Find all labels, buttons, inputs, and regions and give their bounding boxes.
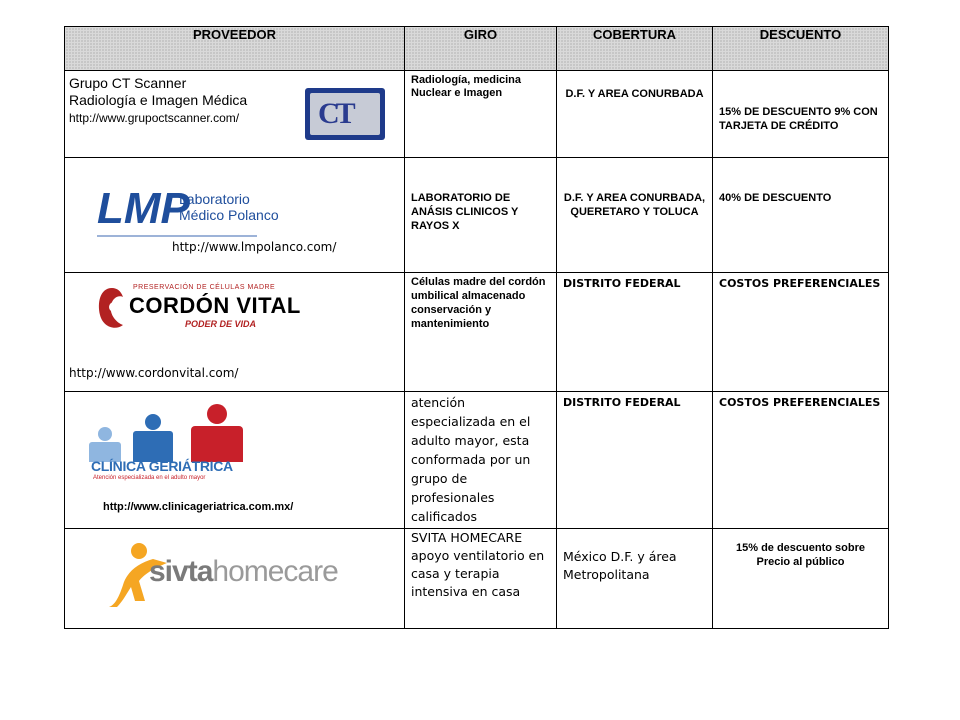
geriatrica-slogan: Atención especializada en el adulto mayor bbox=[93, 475, 206, 481]
descuento-cell: 15% de descuento sobre Precio al público bbox=[713, 529, 889, 629]
providers-table bbox=[64, 26, 889, 629]
table-row bbox=[65, 273, 889, 392]
lmp-logo-underline bbox=[97, 235, 257, 237]
sivta-logo-text: sivtahomecare bbox=[149, 555, 338, 588]
provider-name: Grupo CT Scanner Radiología e Imagen Médica bbox=[69, 75, 248, 108]
giro-cell: Células madre del cordón umbilical almacenado conservación y mantenimiento bbox=[405, 273, 557, 392]
cobertura-cell: D.F. Y AREA CONURBADA, QUERETARO Y TOLUCA bbox=[557, 158, 713, 273]
header-row bbox=[65, 27, 889, 71]
cobertura-cell: DISTRITO FEDERAL bbox=[557, 392, 713, 529]
cobertura-cell: D.F. Y AREA CONURBADA bbox=[557, 71, 713, 158]
cobertura-cell: DISTRITO FEDERAL bbox=[557, 273, 713, 392]
provider-url-link[interactable]: http://www.cordonvital.com/ bbox=[69, 366, 239, 380]
header-cobertura: COBERTURA bbox=[557, 27, 713, 71]
descuento-cell: 40% DE DESCUENTO bbox=[713, 158, 889, 273]
cordon-vital-icon bbox=[95, 285, 129, 333]
table-row bbox=[65, 158, 889, 273]
cordon-vital-slogan: PODER DE VIDA bbox=[185, 319, 257, 329]
giro-cell: SVITA HOMECARE apoyo ventilatorio en casa y terapia intensiva en casa bbox=[405, 529, 557, 629]
cordon-vital-logo-text: CORDÓN VITAL bbox=[129, 293, 301, 318]
provider-cell bbox=[65, 529, 405, 629]
header-descuento: DESCUENTO bbox=[713, 27, 889, 71]
giro-cell: atención especializada en el adulto mayor, esta conformada por un grupo de profesionales calificados bbox=[405, 392, 557, 529]
provider-cell bbox=[65, 273, 405, 392]
lmp-logo-text: Laboratorio Médico Polanco bbox=[179, 191, 279, 223]
table-row bbox=[65, 71, 889, 158]
header-proveedor: PROVEEDOR bbox=[65, 27, 405, 71]
giro-cell: Radiología, medicina Nuclear e Imagen bbox=[405, 71, 557, 158]
provider-url-link[interactable]: http://www.clinicageriatrica.com.mx/ bbox=[103, 501, 294, 513]
provider-cell bbox=[65, 158, 405, 273]
geriatrica-logo-text: CLÍNICA GERIÁTRICA bbox=[91, 458, 233, 474]
table-row bbox=[65, 529, 889, 629]
table-row bbox=[65, 392, 889, 529]
provider-url-link[interactable]: http://www.lmpolanco.com/ bbox=[172, 240, 337, 254]
descuento-cell: COSTOS PREFERENCIALES bbox=[713, 392, 889, 529]
giro-cell: LABORATORIO DE ANÁSIS CLINICOS Y RAYOS X bbox=[405, 158, 557, 273]
cordon-vital-tagline: PRESERVACIÓN DE CÉLULAS MADRE bbox=[133, 284, 276, 291]
lmp-logo-mark bbox=[97, 183, 190, 233]
provider-cell bbox=[65, 71, 405, 158]
header-giro: GIRO bbox=[405, 27, 557, 71]
svg-text:LMP: LMP bbox=[97, 184, 190, 233]
cobertura-cell: México D.F. y área Metropolitana bbox=[557, 529, 713, 629]
descuento-cell: COSTOS PREFERENCIALES bbox=[713, 273, 889, 392]
provider-cell bbox=[65, 392, 405, 529]
descuento-cell: 15% DE DESCUENTO 9% CON TARJETA DE CRÉDITO bbox=[713, 71, 889, 158]
provider-url-link[interactable]: http://www.grupoctscanner.com/ bbox=[69, 111, 240, 125]
ct-scanner-logo: CT bbox=[305, 88, 385, 140]
